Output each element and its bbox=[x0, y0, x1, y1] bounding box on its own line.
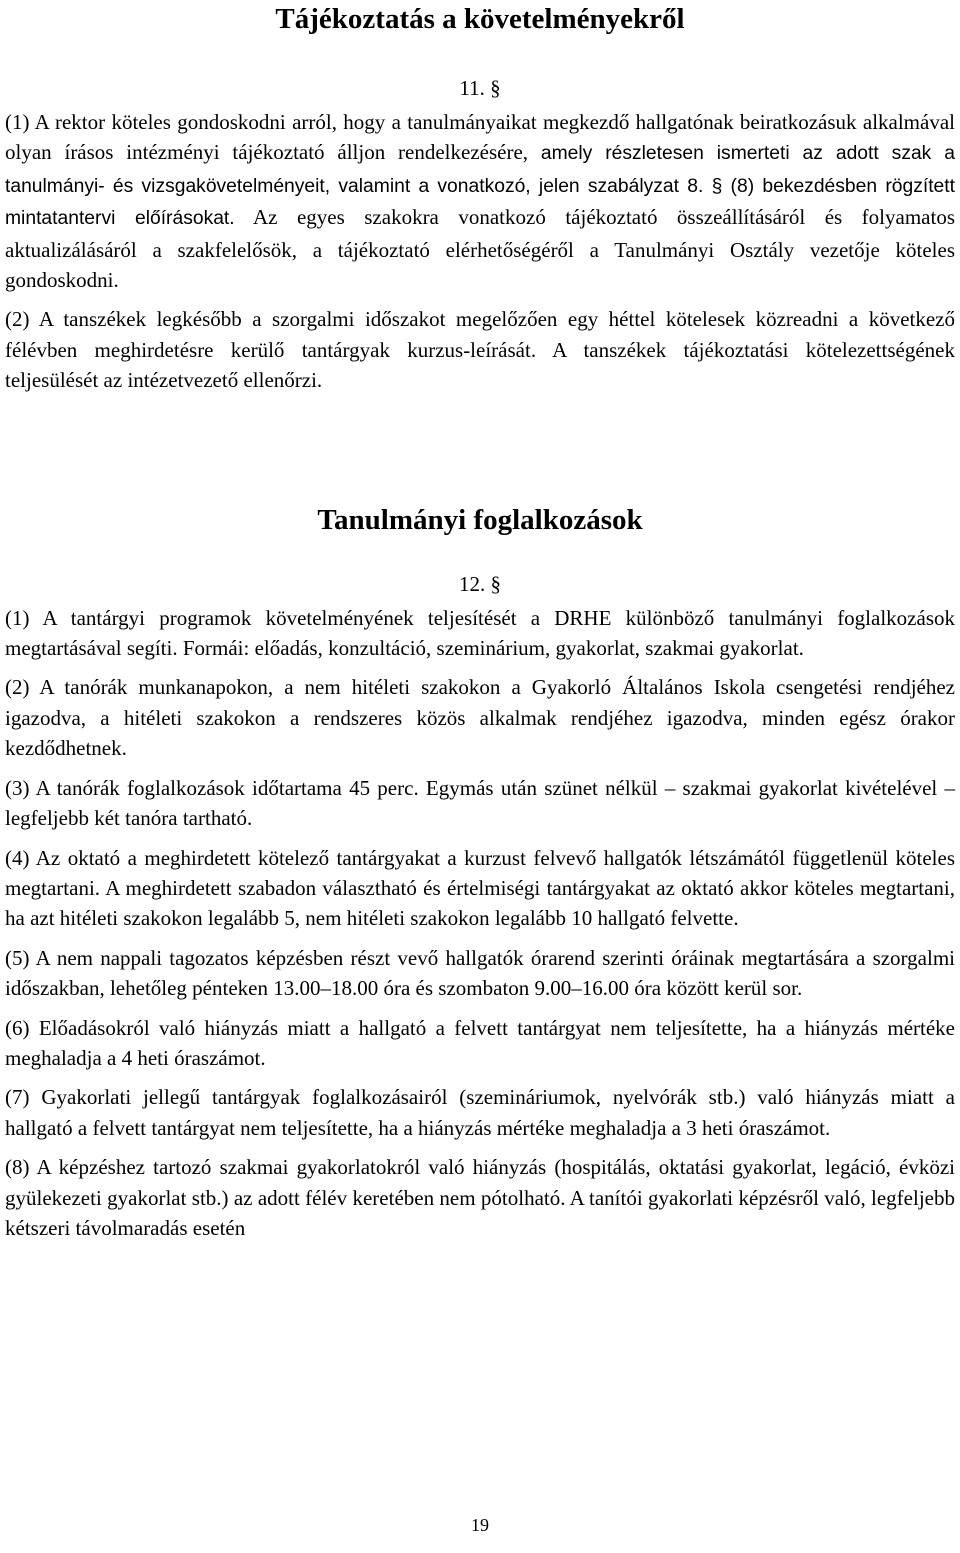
paragraph-12-6: (6) Előadásokról való hiányzás miatt a hallgató a felvett tantárgyat nem teljesítette, ha a hiányzás mértéke meghaladja a 4 heti óraszámot. bbox=[5, 1015, 955, 1070]
paragraph-11-1-start: (1) A rektor köteles gondoskodni arról, hogy a tanulmányaikat megkezdő hallgatónak beiratkozásuk alkalmával olyan írásos intézményi tájékoztató álljon rendelkezésére, bbox=[5, 110, 955, 165]
section-title-requirements: Tájékoztatás a követelményekről bbox=[275, 3, 685, 35]
paragraph-12-8: (8) A képzéshez tartozó szakmai gyakorlatokról való hiányzás (hospitálás, oktatási gyakorlat, legáció, évközi gyülekezeti gyakorlat stb.) az adott félév keretében nem pótolható. A tanítói gyakorlati képzésről való, legfeljebb kétszeri távolmaradás esetén bbox=[5, 1155, 955, 1240]
paragraph-11-2: (2) A tanszékek legkésőbb a szorgalmi időszakot megelőzően egy héttel kötelesek közreadni a következő félévben meghirdetésre kerülő tantárgyak kurzus-leírását. A tanszékek tájékoztatási kötelezettségének teljesülését az intézetvezető ellenőrzi. bbox=[5, 307, 955, 393]
paragraph-11-1-end: Az egyes szakokra vonatkozó tájékoztató összeállításáról és folyamatos aktualizálásáról a szakfelelősök, a tájékoztató elérhetőségéről a Tanulmányi Osztály vezetője köteles gondoskodni. bbox=[5, 205, 955, 293]
section-title-courses: Tanulmányi foglalkozások bbox=[317, 503, 643, 536]
section-number-12: 12. § bbox=[459, 571, 501, 596]
document-page bbox=[5, 0, 955, 1252]
paragraph-11-1 bbox=[5, 107, 955, 295]
paragraph-12-7: (7) Gyakorlati jellegű tantárgyak foglalkozásairól (szemináriumok, nyelvórák stb.) való hiányzás miatt a hallgató a felvett tantárgyat nem teljesítette, ha a hiányzás mértéke meghaladja a 3 heti óraszámot. bbox=[5, 1085, 955, 1140]
page-number: 19 bbox=[471, 1515, 489, 1535]
paragraph-12-3: (3) A tanórák foglalkozások időtartama 45 perc. Egymás után szünet nélkül – szakmai gyakorlat kivételével – legfeljebb két tanóra tartható. bbox=[5, 775, 955, 831]
paragraph-12-5: (5) A nem nappali tagozatos képzésben részt vevő hallgatók órarend szerinti óráinak megtartására a szorgalmi időszakban, lehetőleg pénteken 13.00–18.00 óra és szombaton 9.00–16.00 óra között kerül sor. bbox=[5, 945, 955, 1001]
paragraph-12-2: (2) A tanórák munkanapokon, a nem hitéleti szakokon a Gyakorló Általános Iskola csengetési rendjéhez igazodva, a hitéleti szakokon a rendszeres közös alkalmak rendjéhez igazodva, minden egész órakor kezdődhetnek. bbox=[5, 675, 955, 761]
paragraph-12-4: (4) Az oktató a meghirdetett kötelező tantárgyakat a kurzust felvevő hallgatók létszámától függetlenül köteles megtartani. A meghirdetett szabadon választható és értelmiségi tantárgyakat az oktató akkor köteles megtartani, ha azt hitéleti szakokon legalább 5, nem hitéleti szakokon legalább 10 hallgató felvette. bbox=[5, 845, 955, 931]
paragraph-12-1: (1) A tantárgyi programok követelményének teljesítését a DRHE különböző tanulmányi foglalkozások megtartásával segíti. Formái: előadás, konzultáció, szeminárium, gyakorlat, szakmai gyakorlat. bbox=[5, 605, 955, 661]
paragraph-11-1-middle: amely részletesen ismerteti az adott szak a tanulmányi- és vizsgakövetelményeit, valamint a vonatkozó, jelen szabályzat 8. § (8) bekezdésben rögzített mintatantervi előírásokat. bbox=[5, 143, 955, 230]
section-number-11: 11. § bbox=[459, 76, 501, 100]
